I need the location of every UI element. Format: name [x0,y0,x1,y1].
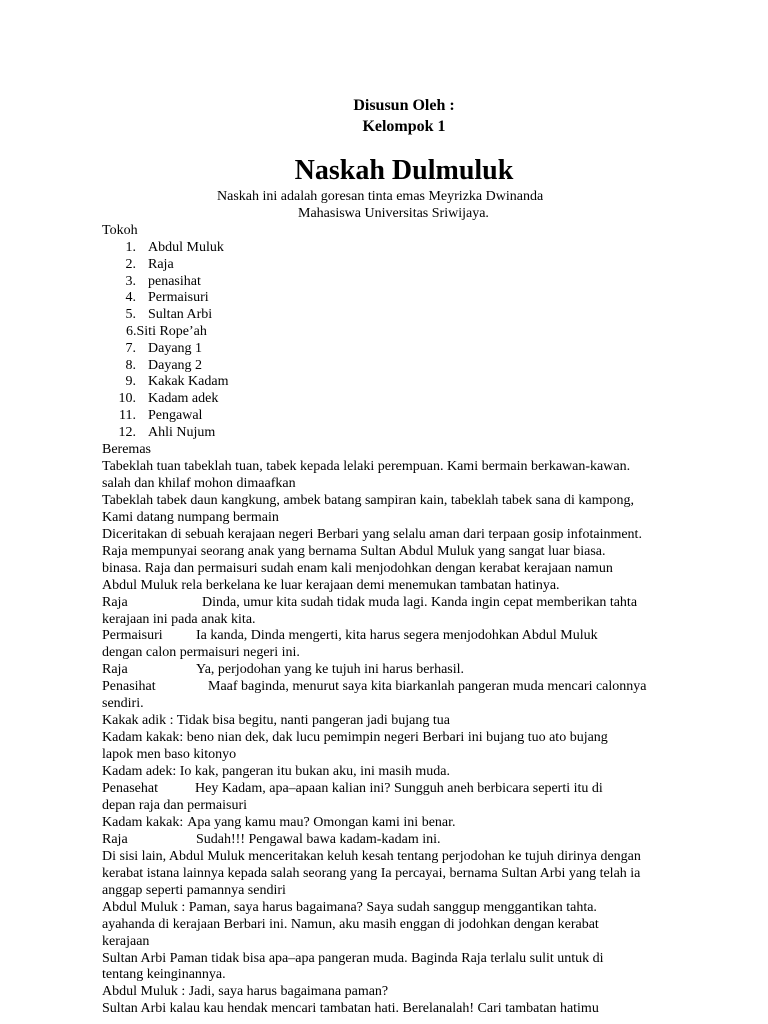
paragraph-line: anggap seperti pamannya sendiri [102,882,286,898]
tokoh-number: 7. [125,340,136,356]
dialog-text: Hey Kadam, apa–apaan kalian ini? Sungguh aneh berbicara seperti itu di [195,781,603,796]
paragraph-line: Diceritakan di sebuah kerajaan negeri Berbari yang selalu aman dari terpaan gosip infotainment. [102,526,642,542]
tokoh-number: 11. [119,408,136,423]
author-label: Disusun Oleh : [353,97,455,114]
tokoh-name: Raja [148,256,174,272]
paragraph-line: Abdul Muluk : Jadi, saya harus bagaimana paman? [102,984,389,1000]
paragraph-line: salah dan khilaf mohon dimaafkan [102,475,296,491]
tokoh-name: Ahli Nujum [148,424,216,440]
tokoh-name: Dayang 2 [148,357,203,373]
dialog-line [102,644,300,661]
dialog-text: kerajaan ini pada anak kita. [102,611,256,627]
tokoh-number: 1. [125,240,136,255]
dialog-text: Ia kanda, Dinda mengerti, kita harus segera menjodohkan Abdul Muluk [196,628,598,644]
speaker-name: Raja [102,831,128,847]
paragraph-line: lapok men baso kitonyo [102,747,237,763]
intro-line-2: Mahasiswa Universitas Sriwijaya. [298,206,489,221]
dialog-line [102,661,464,678]
paragraph-line: Kakak adik : Tidak bisa begitu, nanti pangeran jadi bujang tua [102,713,450,729]
tokoh-name: Permaisuri [148,290,209,306]
speaker-name: Raja [102,594,128,610]
tokoh-name: Pengawal [148,408,203,423]
dialog-text: sendiri. [102,696,144,712]
tokoh-name: Abdul Muluk [148,240,224,255]
tokoh-number: 2. [125,256,136,272]
intro-line-1: Naskah ini adalah goresan tinta emas Meyrizka Dwinanda [217,189,544,204]
dialog-line [102,780,603,797]
dialog-line [102,831,441,848]
dialog-line [102,695,144,712]
speaker-name: Penasihat [102,679,156,695]
paragraph-line: Abdul Muluk rela berkelana ke luar kerajaan demi menemukan tambatan hatinya. [102,577,560,593]
dialog-text: Maaf baginda, menurut saya kita biarkanlah pangeran muda mencari calonnya [208,679,647,695]
tokoh-name: 6.Siti Rope’ah [126,324,207,339]
tokoh-number: 9. [125,374,136,390]
dialog-line [102,814,456,831]
paragraph-line: Kadam kakak: beno nian dek, dak lucu pemimpin negeri Berbari ini bujang tuo ato bujang [102,730,608,746]
dialog-line [102,797,247,814]
speaker-name: Penasehat [102,781,158,796]
paragraph-line: Kadam adek: Io kak, pangeran itu bukan aku, ini masih muda. [102,764,450,780]
tokoh-name: penasihat [148,273,201,289]
tokoh-name: Kadam adek [148,391,219,407]
tokoh-number: 10. [118,391,136,407]
tokoh-heading: Tokoh [102,223,138,238]
speaker-name: Permaisuri [102,628,163,644]
paragraph-line: tentang keinginannya. [102,967,226,983]
paragraph-line: Raja mempunyai seorang anak yang bernama Sultan Abdul Muluk yang sangat luar biasa. [102,543,606,559]
tokoh-number: 8. [125,357,136,373]
paragraph-line: Tabeklah tabek daun kangkung, ambek batang sampiran kain, tabeklah tabek sana di kampong, [102,492,635,508]
paragraph-line: Beremas [102,442,151,457]
tokoh-name: Sultan Arbi [148,307,213,323]
tokoh-number: 12. [118,424,136,440]
paragraph-line: kerabat istana lainnya kepada salah seorang yang Ia percayai, bernama Sultan Arbi yang telah ia [102,865,641,881]
dialog-text: dengan calon permaisuri negeri ini. [102,645,300,661]
paragraph-line: ayahanda di kerajaan Berbari ini. Namun, aku masih enggan di jodohkan dengan kerabat [102,916,599,932]
tokoh-number: 4. [125,290,136,306]
paragraph-line: Sultan Arbi kalau kau hendak mencari tambatan hati. Berelanalah! Cari tambatan hatimu [102,1001,599,1017]
dialog-line [102,611,256,628]
dialog-line [102,627,598,644]
dialog-line [102,678,646,695]
paragraph-line: Di sisi lain, Abdul Muluk menceritakan keluh kesah tentang perjodohan ke tujuh dirinya dengan [102,848,641,864]
dialog-line [102,594,637,611]
dialog-text: depan raja dan permaisuri [102,797,247,813]
dialog-text: Apa yang kamu mau? Omongan kami ini benar. [187,814,456,830]
tokoh-name: Kakak Kadam [148,374,229,390]
dialog-text: Dinda, umur kita sudah tidak muda lagi. Kanda ingin cepat memberikan tahta [202,594,638,610]
speaker-name: Raja [102,662,128,678]
paragraph-line: kerajaan [102,933,150,949]
dialog-text: Sudah!!! Pengawal bawa kadam-kadam ini. [196,831,441,847]
tokoh-name: Dayang 1 [148,340,203,356]
tokoh-number: 3. [125,273,136,289]
tokoh-number: 5. [125,307,136,323]
paragraph-line: Tabeklah tuan tabeklah tuan, tabek kepada lelaki perempuan. Kami bermain berkawan-kawan. [102,458,631,474]
dialog-text: Ya, perjodohan yang ke tujuh ini harus berhasil. [196,662,465,678]
paragraph-line: Kami datang numpang bermain [102,509,279,525]
paragraph-line: Abdul Muluk : Paman, saya harus bagaimana? Saya sudah sanggup menggantikan tahta. [102,899,597,915]
paragraph-line: Sultan Arbi Paman tidak bisa apa–apa pangeran muda. Baginda Raja terlalu sulit untuk di [102,950,604,966]
speaker-name: Kadam kakak: [102,814,184,830]
group-label: Kelompok 1 [362,118,446,135]
document-title: Naskah Dulmuluk [294,155,514,186]
paragraph-line: binasa. Raja dan permaisuri sudah enam kali menjodohkan dengan kerabat kerajaan namun [102,560,613,576]
